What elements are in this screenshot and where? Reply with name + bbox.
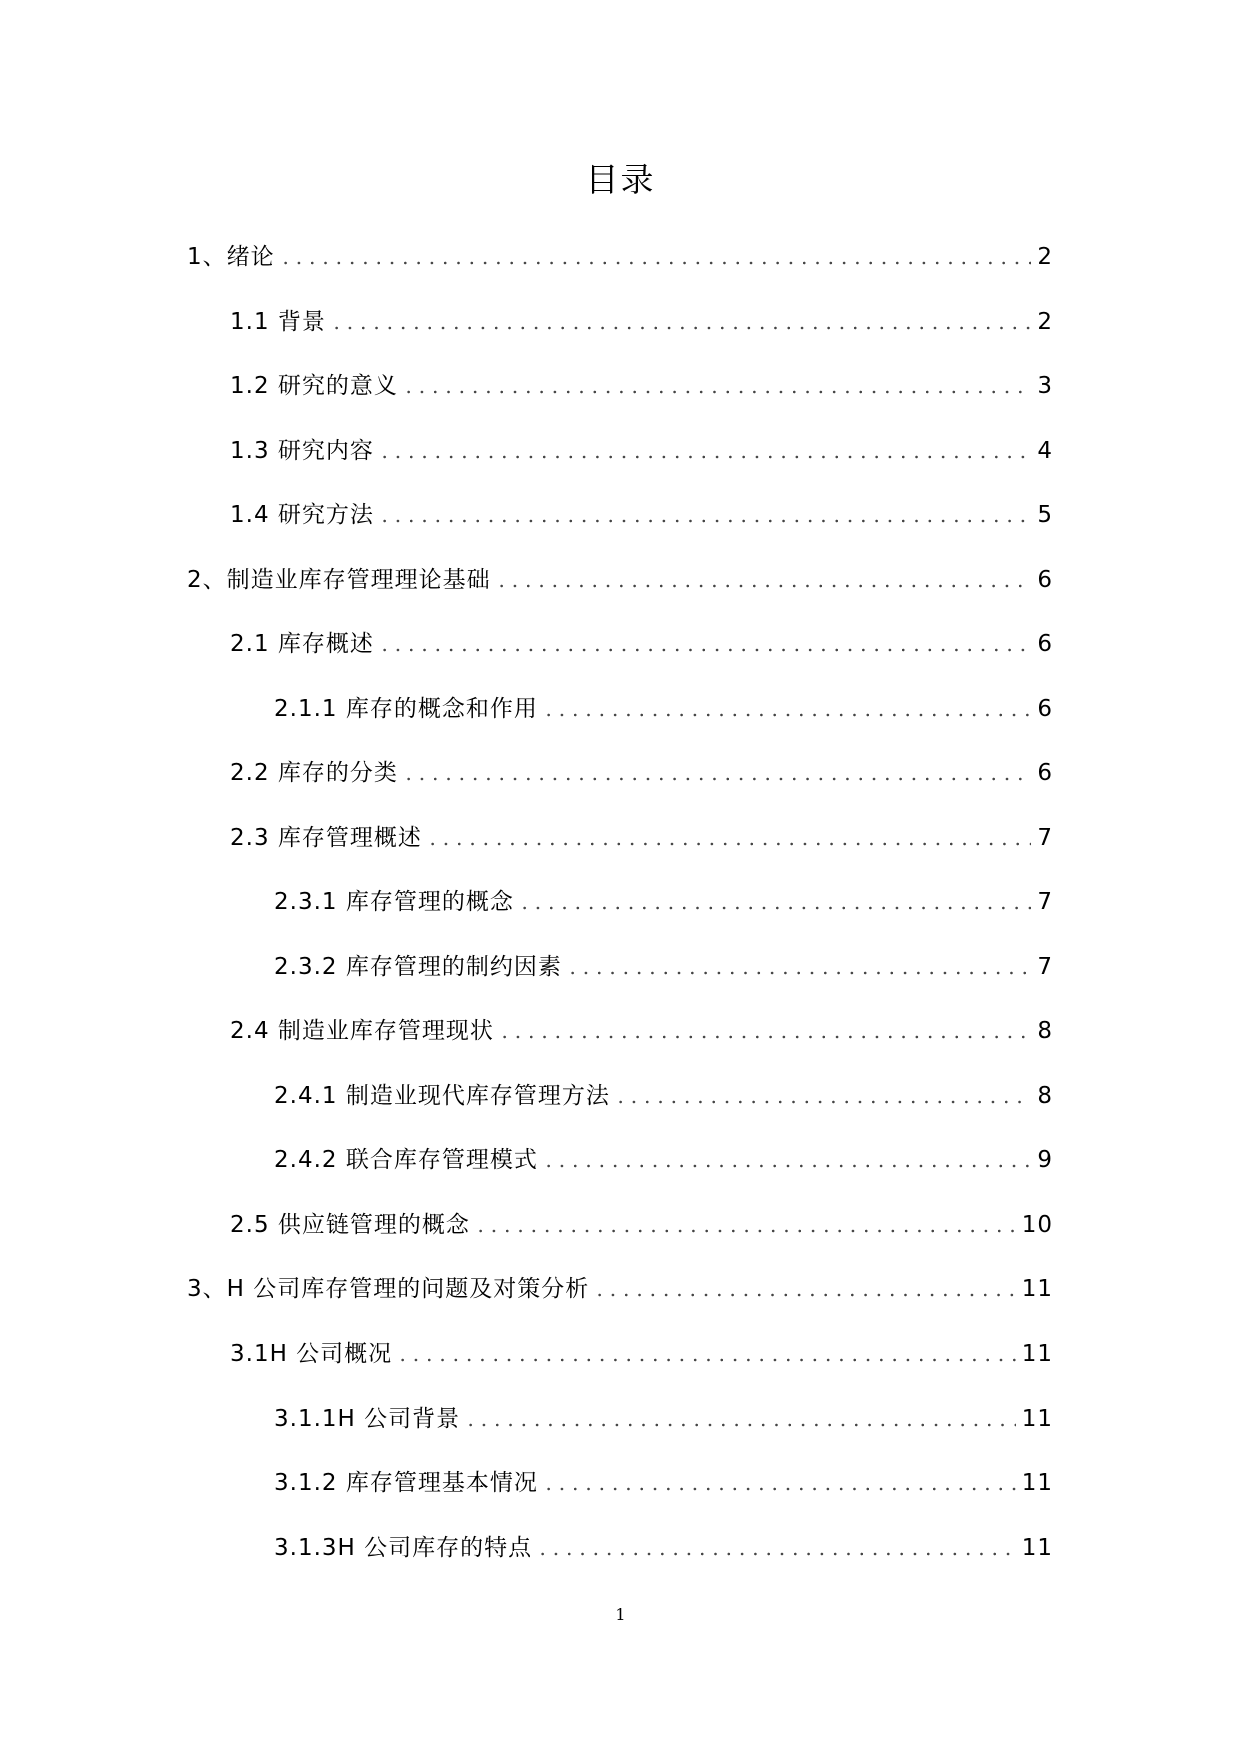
toc-dot-leader [593,1292,1015,1298]
toc-entry[interactable] [274,1078,1053,1114]
toc-dot-leader [542,1486,1016,1492]
toc-entry[interactable] [230,433,1053,469]
toc-entry-page: 7 [1037,825,1053,851]
toc-entry-text: 2.3.2 库存管理的制约因素 [274,954,562,980]
toc-entry-page: 6 [1037,760,1053,786]
toc-entry-text: 1、绪论 [187,244,275,270]
toc-dot-leader [378,518,1031,524]
toc-entry[interactable] [274,949,1053,985]
toc-dot-leader [542,1163,1032,1169]
toc-entry-page: 4 [1037,438,1053,464]
toc-dot-leader [378,647,1031,653]
toc-entry-text: 3.1.3H 公司库存的特点 [274,1535,533,1561]
toc-entry-page: 2 [1037,244,1053,270]
toc-entry-text: 2.2 库存的分类 [230,760,398,786]
toc-entry-text: 2.4.2 联合库存管理模式 [274,1147,538,1173]
toc-dot-leader [330,325,1031,331]
toc-entry-page: 11 [1021,1535,1053,1561]
toc-entry-text: 1.2 研究的意义 [230,373,398,399]
toc-entry-page: 6 [1037,631,1053,657]
toc-entry-page: 6 [1037,696,1053,722]
toc-dot-leader [614,1099,1032,1105]
toc-entry-page: 7 [1037,954,1053,980]
toc-dot-leader [402,776,1031,782]
toc-entry[interactable] [230,497,1053,533]
toc-entry-text: 1.3 研究内容 [230,438,374,464]
toc-entry-page: 11 [1021,1341,1053,1367]
toc-entry[interactable] [274,1142,1053,1178]
toc-entry-text: 3.1H 公司概况 [230,1341,393,1367]
toc-entry-text: 2.1 库存概述 [230,631,374,657]
toc-dot-leader [464,1422,1016,1428]
toc-entry[interactable] [274,691,1053,727]
toc-dot-leader [495,583,1032,589]
toc-dot-leader [536,1551,1016,1557]
toc-entry-text: 2.3.1 库存管理的概念 [274,889,514,915]
toc-entry[interactable] [230,626,1053,662]
toc-entry-text: 3.1.2 库存管理基本情况 [274,1470,538,1496]
toc-entry-page: 11 [1021,1276,1053,1302]
toc-entry-text: 3、H 公司库存管理的问题及对策分析 [187,1276,590,1302]
toc-entry[interactable] [230,820,1053,856]
toc-entry[interactable] [274,1465,1053,1501]
page-number: 1 [615,1605,626,1624]
toc-entry-page: 2 [1037,309,1053,335]
toc-entry[interactable] [187,562,1053,598]
toc-dot-leader [378,454,1031,460]
toc-entry-page: 5 [1037,502,1053,528]
toc-entry-text: 2.4 制造业库存管理现状 [230,1018,494,1044]
toc-dot-leader [518,905,1032,911]
toc-title: 目录 [585,160,656,199]
toc-entry-text: 2.4.1 制造业现代库存管理方法 [274,1083,610,1109]
toc-entry-page: 10 [1021,1212,1053,1238]
toc-entry-page: 9 [1037,1147,1053,1173]
toc-dot-leader [474,1228,1016,1234]
toc-dot-leader [426,841,1031,847]
toc-entry[interactable] [230,1013,1053,1049]
toc-entry-page: 7 [1037,889,1053,915]
toc-entry[interactable] [230,368,1053,404]
toc-entry[interactable] [230,1207,1053,1243]
toc-entry-text: 2.1.1 库存的概念和作用 [274,696,538,722]
toc-dot-leader [402,389,1031,395]
toc-entry-page: 6 [1037,567,1053,593]
toc-entry[interactable] [274,1401,1053,1437]
toc-entry[interactable] [230,304,1053,340]
toc-dot-leader [396,1357,1016,1363]
toc-dot-leader [498,1034,1031,1040]
toc-entry-page: 3 [1037,373,1053,399]
toc-entry[interactable] [274,1530,1053,1566]
toc-entry-page: 8 [1037,1083,1053,1109]
toc-dot-leader [566,970,1032,976]
toc-dot-leader [542,712,1032,718]
toc-entry[interactable] [187,1271,1053,1307]
toc-entry-text: 2.5 供应链管理的概念 [230,1212,470,1238]
toc-entry[interactable] [230,1336,1053,1372]
toc-entry-text: 2.3 库存管理概述 [230,825,422,851]
toc-entry[interactable] [187,239,1053,275]
toc-entry[interactable] [230,755,1053,791]
toc-entry-page: 8 [1037,1018,1053,1044]
toc-dot-leader [279,260,1032,266]
toc-entry-text: 3.1.1H 公司背景 [274,1406,461,1432]
toc-entry-text: 1.4 研究方法 [230,502,374,528]
toc-entry-page: 11 [1021,1470,1053,1496]
toc-entry[interactable] [274,884,1053,920]
toc-entry-page: 11 [1021,1406,1053,1432]
toc-entry-text: 1.1 背景 [230,309,326,335]
toc-entry-text: 2、制造业库存管理理论基础 [187,567,491,593]
